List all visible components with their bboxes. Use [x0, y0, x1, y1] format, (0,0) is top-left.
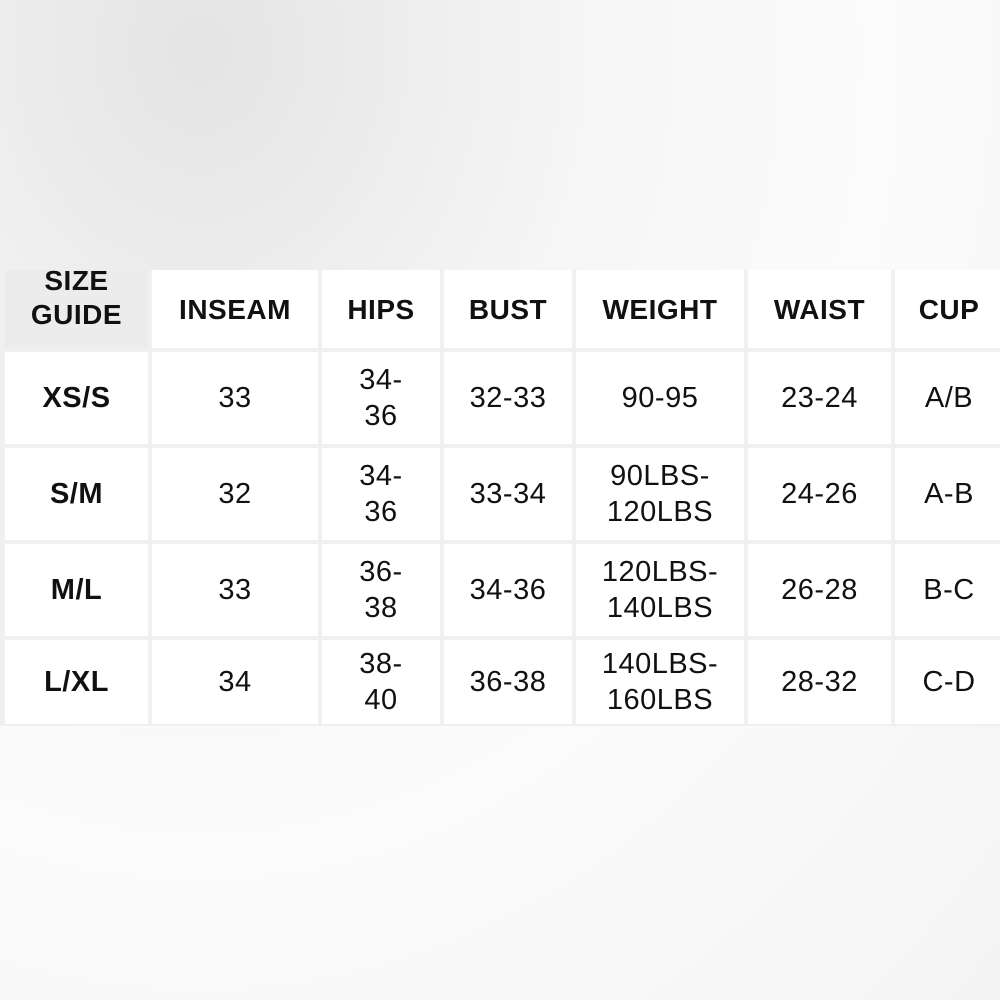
cell-inseam: 33 — [152, 352, 318, 444]
cell-inseam: 34 — [152, 640, 318, 724]
cell-cup: C-D — [895, 640, 1000, 724]
cell-weight: 140LBS- 160LBS — [601, 648, 719, 716]
cell-hips: 38- 40 — [359, 648, 403, 716]
cell-weight: 90-95 — [621, 382, 699, 414]
cell-waist: 23-24 — [748, 352, 891, 444]
size-guide-grid — [5, 265, 1000, 724]
size-guide-label: SIZE GUIDE — [30, 265, 123, 330]
cell-waist: 24-26 — [748, 448, 891, 540]
cell-waist: 26-28 — [748, 544, 891, 636]
header-hips: HIPS — [322, 270, 440, 348]
size-guide-table — [0, 265, 1000, 726]
header-weight: WEIGHT — [576, 270, 744, 348]
cell-inseam: 33 — [152, 544, 318, 636]
cell-waist: 28-32 — [748, 640, 891, 724]
cell-hips: 36- 38 — [359, 556, 403, 624]
cell-weight: 120LBS- 140LBS — [601, 556, 719, 624]
header-cup: CUP — [895, 270, 1000, 348]
header-inseam: INSEAM — [152, 270, 318, 348]
header-bust: BUST — [444, 270, 572, 348]
row-size-label: M/L — [5, 544, 148, 636]
header-waist: WAIST — [748, 270, 891, 348]
cell-cup: B-C — [895, 544, 1000, 636]
size-guide-corner-header — [5, 265, 148, 348]
cell-cup: A/B — [895, 352, 1000, 444]
cell-weight: 90LBS- 120LBS — [606, 460, 714, 528]
cell-hips: 34- 36 — [359, 364, 403, 432]
row-size-label: S/M — [5, 448, 148, 540]
cell-bust: 34-36 — [444, 544, 572, 636]
cell-cup: A-B — [895, 448, 1000, 540]
row-size-label: XS/S — [5, 352, 148, 444]
cell-hips: 34- 36 — [359, 460, 403, 528]
cell-inseam: 32 — [152, 448, 318, 540]
cell-bust: 32-33 — [444, 352, 572, 444]
row-size-label: L/XL — [5, 640, 148, 724]
cell-bust: 33-34 — [444, 448, 572, 540]
cell-bust: 36-38 — [444, 640, 572, 724]
